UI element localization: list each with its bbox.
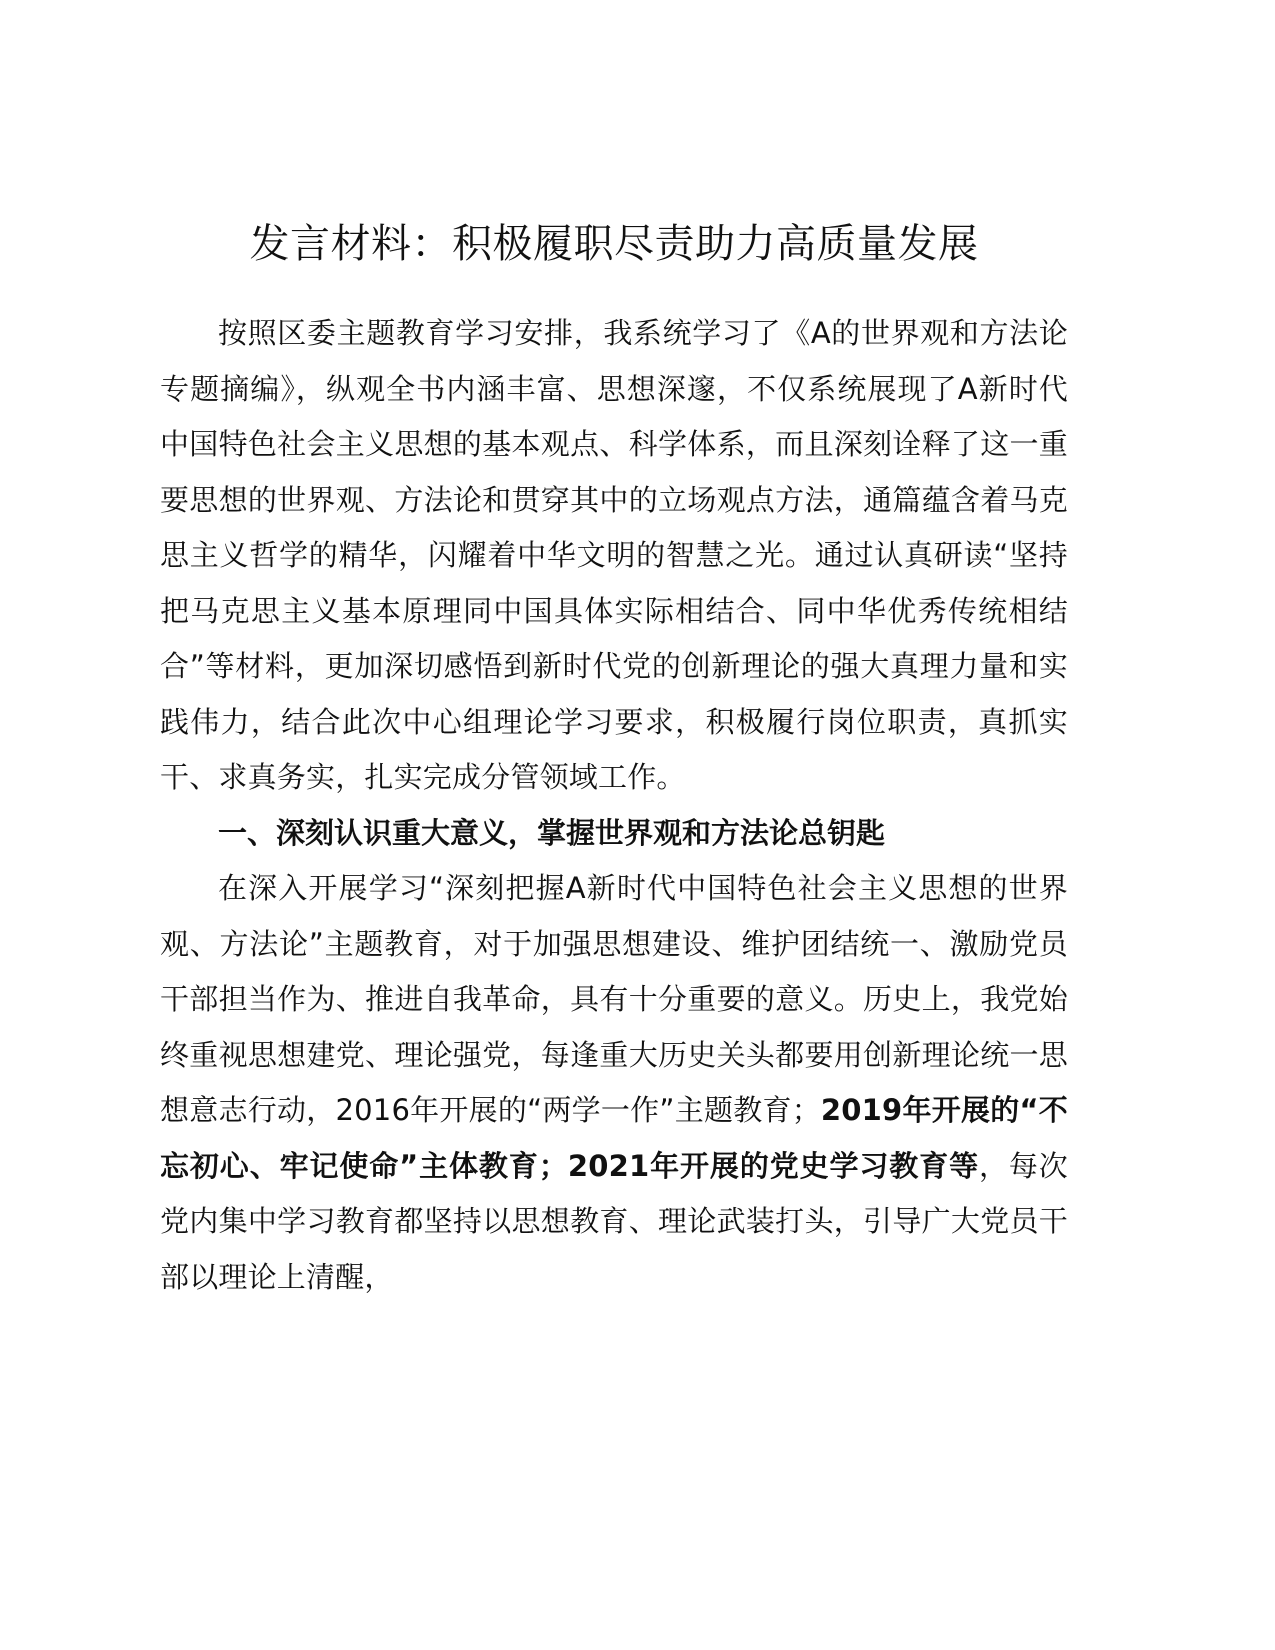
section-1-paragraph-text-a: 在深入开展学习“深刻把握A新时代中国特色社会主义思想的世界观、方法论”主题教育，对于加强思想建设、维护团结统一、激励党员干部担当作为、推进自我革命，具有十分重要的意义。历史上，我党始终重视思想建党、理论强党，每逢重大历史关头都要用创新理论统一思想意志行动，2016年开展的“两学一作”主题教育；	[160, 871, 1068, 1127]
document-body	[160, 216, 1068, 1305]
section-1-paragraph-text-c: ，每次党内集中学习教育都坚持以思想教育、理论武装打头，引导广大党员干部以理论上清醒，	[160, 1148, 1068, 1294]
intro-paragraph: 按照区委主题教育学习安排，我系统学习了《A的世界观和方法论专题摘编》，纵观全书内涵丰富、思想深邃，不仅系统展现了A新时代中国特色社会主义思想的基本观点、科学体系，而且深刻诠释了这一重要思想的世界观、方法论和贯穿其中的立场观点方法，通篇蕴含着马克思主义哲学的精华，闪耀着中华文明的智慧之光。通过认真研读“坚持把马克思主义基本原理同中国具体实际相结合、同中华优秀传统相结合”等材料，更加深切感悟到新时代党的创新理论的强大真理力量和实践伟力，结合此次中心组理论学习要求，积极履行岗位职责，真抓实干、求真务实，扎实完成分管领域工作。	[160, 316, 1068, 794]
section-heading-1: 一、深刻认识重大意义，掌握世界观和方法论总钥匙	[218, 815, 886, 850]
document-title: 发言材料：积极履职尽责助力高质量发展	[249, 221, 979, 267]
section-1-paragraph	[160, 861, 1068, 1305]
section-1-paragraph-text-b: 2019年开展的“不忘初心、牢记使命”主体教育；2021年开展的党史学习教育等	[160, 1093, 1068, 1183]
